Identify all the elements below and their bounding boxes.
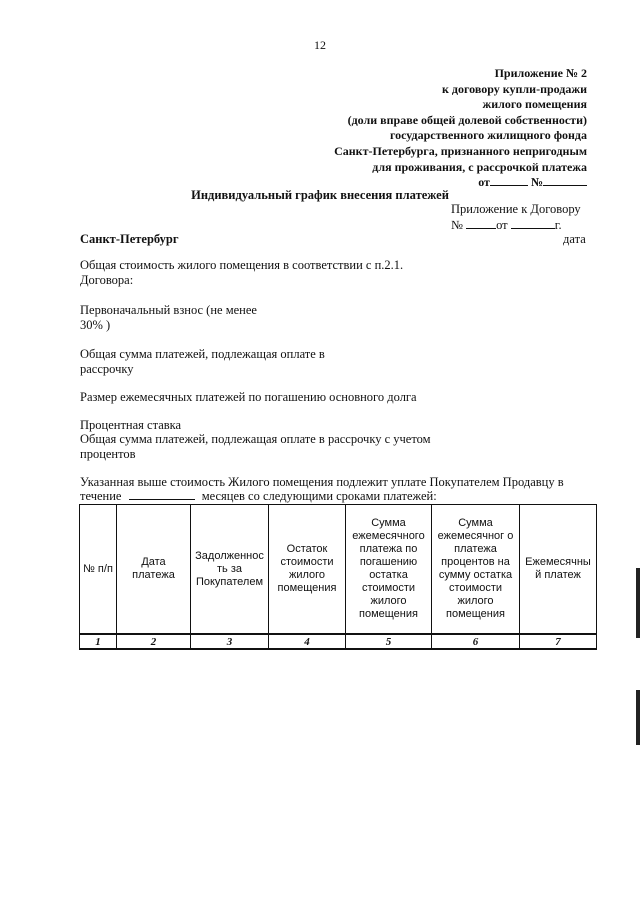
to-contract-block [451, 201, 581, 233]
header-number: № п/п [80, 505, 117, 635]
to-contract-from: от [496, 218, 508, 232]
blank-line [129, 489, 195, 500]
column-number: 5 [346, 634, 432, 649]
scan-edge-mark [636, 690, 640, 745]
installment-line: Общая сумма платежей, подлежащая оплате в [80, 347, 325, 361]
terms-months: месяцев со следующими сроками платежей: [201, 489, 437, 503]
appendix-line: (доли вправе общей долевой собственности) [347, 112, 587, 127]
interest-rate-line: Процентная ставка [80, 418, 182, 432]
header-debt: Задолженнос ть за Покупателем [191, 505, 269, 635]
blank-line [490, 175, 528, 186]
to-contract-ref [451, 217, 581, 233]
appendix-header [334, 66, 587, 191]
appendix-line: к договору купли-продажи [442, 81, 587, 96]
column-number: 2 [117, 634, 191, 649]
column-number: 6 [432, 634, 520, 649]
table-row [80, 634, 597, 649]
column-number: 4 [269, 634, 346, 649]
appendix-ref-number: № [530, 175, 543, 190]
payment-schedule-table [79, 504, 597, 650]
header-payment-date: Дата платежа [117, 505, 191, 635]
header-monthly-payment: Ежемесячны й платеж [520, 505, 597, 635]
appendix-line: для проживания, с рассрочкой платежа [372, 159, 587, 174]
terms-during: течение [80, 489, 122, 503]
to-contract-number: № [451, 218, 463, 232]
initial-payment-line: 30% ) [80, 318, 111, 332]
date-label: дата [563, 232, 586, 246]
terms-line: Указанная выше стоимость Жилого помещения подлежит уплате Покупателем Продавцу в [80, 475, 564, 489]
column-number: 3 [191, 634, 269, 649]
scan-edge-mark [636, 568, 640, 638]
header-monthly-principal: Сумма ежемесячного платежа по погашению остатка стоимости жилого помещения [346, 505, 432, 635]
blank-line [466, 218, 496, 229]
appendix-line: Приложение № 2 [494, 66, 587, 80]
appendix-line: Санкт-Петербурга, признанного непригодным [334, 143, 587, 158]
city: Санкт-Петербург [80, 232, 179, 246]
monthly-payment-line: Размер ежемесячных платежей по погашению основного долга [80, 390, 417, 404]
page-number: 12 [314, 38, 326, 52]
with-interest-line: Общая сумма платежей, подлежащая оплате в рассрочку с учетом [80, 432, 431, 446]
total-cost-line: Договора: [80, 273, 134, 287]
to-contract-line: Приложение к Договору [451, 202, 581, 216]
with-interest-line: процентов [80, 447, 136, 461]
installment-line: рассрочку [80, 362, 134, 376]
schedule-title: Индивидуальный график внесения платежей [191, 188, 449, 202]
column-number: 1 [80, 634, 117, 649]
appendix-line: жилого помещения [482, 97, 587, 112]
blank-line [543, 175, 587, 186]
table-header-row [80, 505, 597, 635]
appendix-line: государственного жилищного фонда [389, 128, 587, 143]
header-monthly-interest: Сумма ежемесячног о платежа процентов на сумму остатка стоимости жилого помещения [432, 505, 520, 635]
initial-payment-line: Первоначальный взнос (не менее [80, 303, 257, 317]
header-remaining-cost: Остаток стоимости жилого помещения [269, 505, 346, 635]
to-contract-year: г. [554, 218, 562, 232]
terms-line [80, 489, 437, 505]
column-number: 7 [520, 634, 597, 649]
appendix-ref-from: от [478, 175, 490, 190]
total-cost-line: Общая стоимость жилого помещения в соответствии с п.2.1. [80, 258, 404, 272]
blank-line [511, 218, 555, 229]
